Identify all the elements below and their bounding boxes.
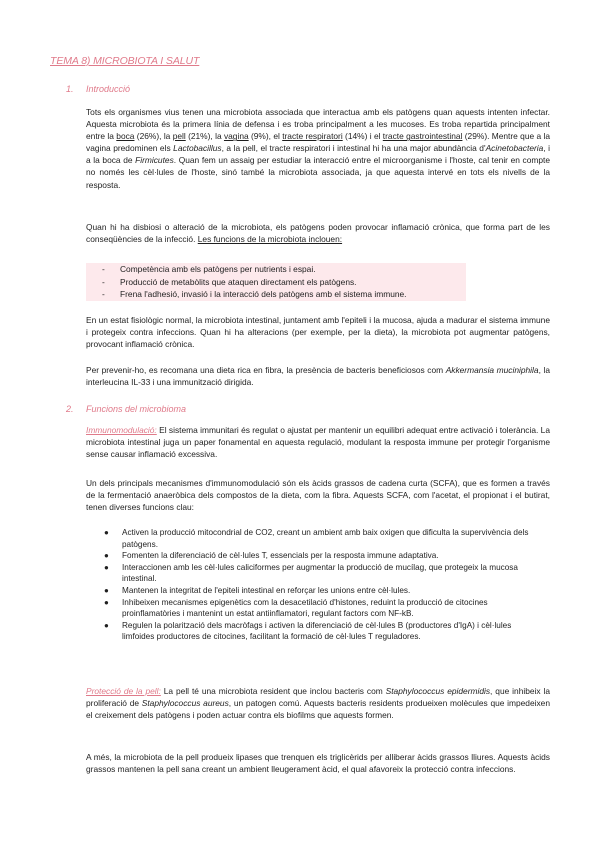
immunomodulation-paragraph: Immunomodulació: El sistema immunitari és regulat o ajustat per mantenir un equilibri adequat entre activació i tolerància. La microbiota intestinal juga un paper fonamental en aquesta regulació, modulant la resposta immune per protegir l'organisme sense causar inflamació excessiva. xyxy=(86,425,550,460)
intro-paragraph-4: Per prevenir-ho, es recomana una dieta rica en fibra, la presència de bacteris beneficiosos com Akkermansia muciniphila, la interleucina IL-33 i una immunització dirigida. xyxy=(86,365,550,388)
document-title: TEMA 8) MICROBIOTA I SALUT xyxy=(50,55,200,67)
intro-paragraph-1: Tots els organismes vius tenen una microbiota associada que interactua amb els patògens quan aquests intenten infectar. Aquesta microbiota és la primera línia de defensa i es troba principalment a les mucoses. Es troba repartida principalment entre la boca (26%), la pell (21%), la vagina (9%), el tracte respiratori (14%) i el tracte gastrointestinal (29%). Mentre que a la vagina predominen els Lactobacillus, a la pell, el tracte respiratori i intestinal hi ha una major abundància d'Acinetobacteria, i a la boca de Firmicutes. Quan fem un assaig per estudiar la interacció entre el microorganisme i l'hoste, cal tenir en compte no només les cèl·lules de l'hoste, sinó també la microbiota associada, ja que aquesta intervé en tots els nivells de la resposta. xyxy=(86,107,551,190)
bullet-icon: ● xyxy=(104,528,109,537)
list-item: - Frena l'adhesió, invasió i la interacció dels patògens amb el sistema immune. xyxy=(102,289,407,299)
microbiota-functions-list xyxy=(86,263,466,301)
list-item: - Competència amb els patògens per nutrients i espai. xyxy=(102,264,316,274)
list-item: ● Activen la producció mitocondrial de CO2, creant un ambient amb baix oxigen que dificulta la supervivència dels patògens. xyxy=(104,528,529,549)
bullet-icon: ● xyxy=(104,585,109,595)
list-item: ● Regulen la polarització dels macròfags i activen la diferenciació de cèl·lules B (productores d'IgA) i cèl·lules limfoides productores de citocines, facilitant la formació de cèl·lules T reguladores. xyxy=(104,620,512,642)
bullet-icon: ● xyxy=(104,551,109,561)
list-item: - Producció de metabòlits que ataquen directament els patògens. xyxy=(102,276,357,287)
intro-paragraph-2: Quan hi ha disbiosi o alteració de la microbiota, els patògens poden provocar inflamació crònica, que forma part de les conseqüències de la infecció. Les funcions de la microbiota inclouen: xyxy=(86,222,550,245)
bullet-icon: ● xyxy=(104,562,109,572)
section-2-title: Funcions del microbioma xyxy=(86,404,187,414)
list-item: ● Inhibeixen mecanismes epigenètics com la desacetilació d'histones, reduint la producció de citocines proinflamatòries i mantenint un estat antiinflamatori, regulant factors com NF-kB. xyxy=(104,597,488,619)
section-1-number: 1. xyxy=(66,84,74,94)
bullet-icon: ● xyxy=(104,597,109,607)
bullet-icon: ● xyxy=(104,620,109,630)
skin-protection-paragraph: Protecció de la pell: La pell té una microbiota resident que inclou bacteris com Staphylococcus epidermidis, que inhibeix la proliferació de Staphylococcus aureus, un patogen comú. Aquests bacteris residents produeixen molècules que impedeixen el creixement dels patògens i poden actuar contra els biofilms que aquests formen. xyxy=(86,686,551,721)
list-item: ● Fomenten la diferenciació de cèl·lules T, essencials per la resposta immune adaptativa. xyxy=(104,551,439,561)
list-item: ● Interaccionen amb les cèl·lules caliciformes per augmentar la producció de mucílag, que protegeix la mucosa intestinal. xyxy=(104,562,518,584)
scfa-functions-list xyxy=(104,527,544,643)
list-item: ● Mantenen la integritat de l'epiteli intestinal en reforçar les unions entre cèl·lules. xyxy=(104,585,411,595)
intro-paragraph-3: En un estat fisiològic normal, la microbiota intestinal, juntament amb l'epiteli i la mucosa, ajuda a madurar el sistema immune i protegeix contra infeccions. Quan hi ha alteracions (per exemple, per la dieta), la microbiota pot augmentar patògens, provocant inflamació crònica. xyxy=(86,315,550,350)
section-1-title: Introducció xyxy=(86,84,131,94)
scfa-paragraph: Un dels principals mecanismes d'immunomodulació són els àcids grassos de cadena curta (SCFA), que es formen a través de la fermentació anaeròbica dels compostos de la dieta, com la fibra. Aquests SCFA, com l'acetat, el propionat i el butirat, tenen diverses funcions clau: xyxy=(86,478,550,513)
lipases-paragraph: A més, la microbiota de la pell produeix lipases que trenquen els triglicèrids per alliberar àcids grassos lliures. Aquests àcids grassos mantenen la pell sana creant un ambient lleugerament àcid, el qual afavoreix la protecció contra infeccions. xyxy=(86,752,550,775)
section-1-heading xyxy=(66,84,130,94)
section-2-number: 2. xyxy=(66,404,74,414)
section-2-heading xyxy=(66,404,186,414)
